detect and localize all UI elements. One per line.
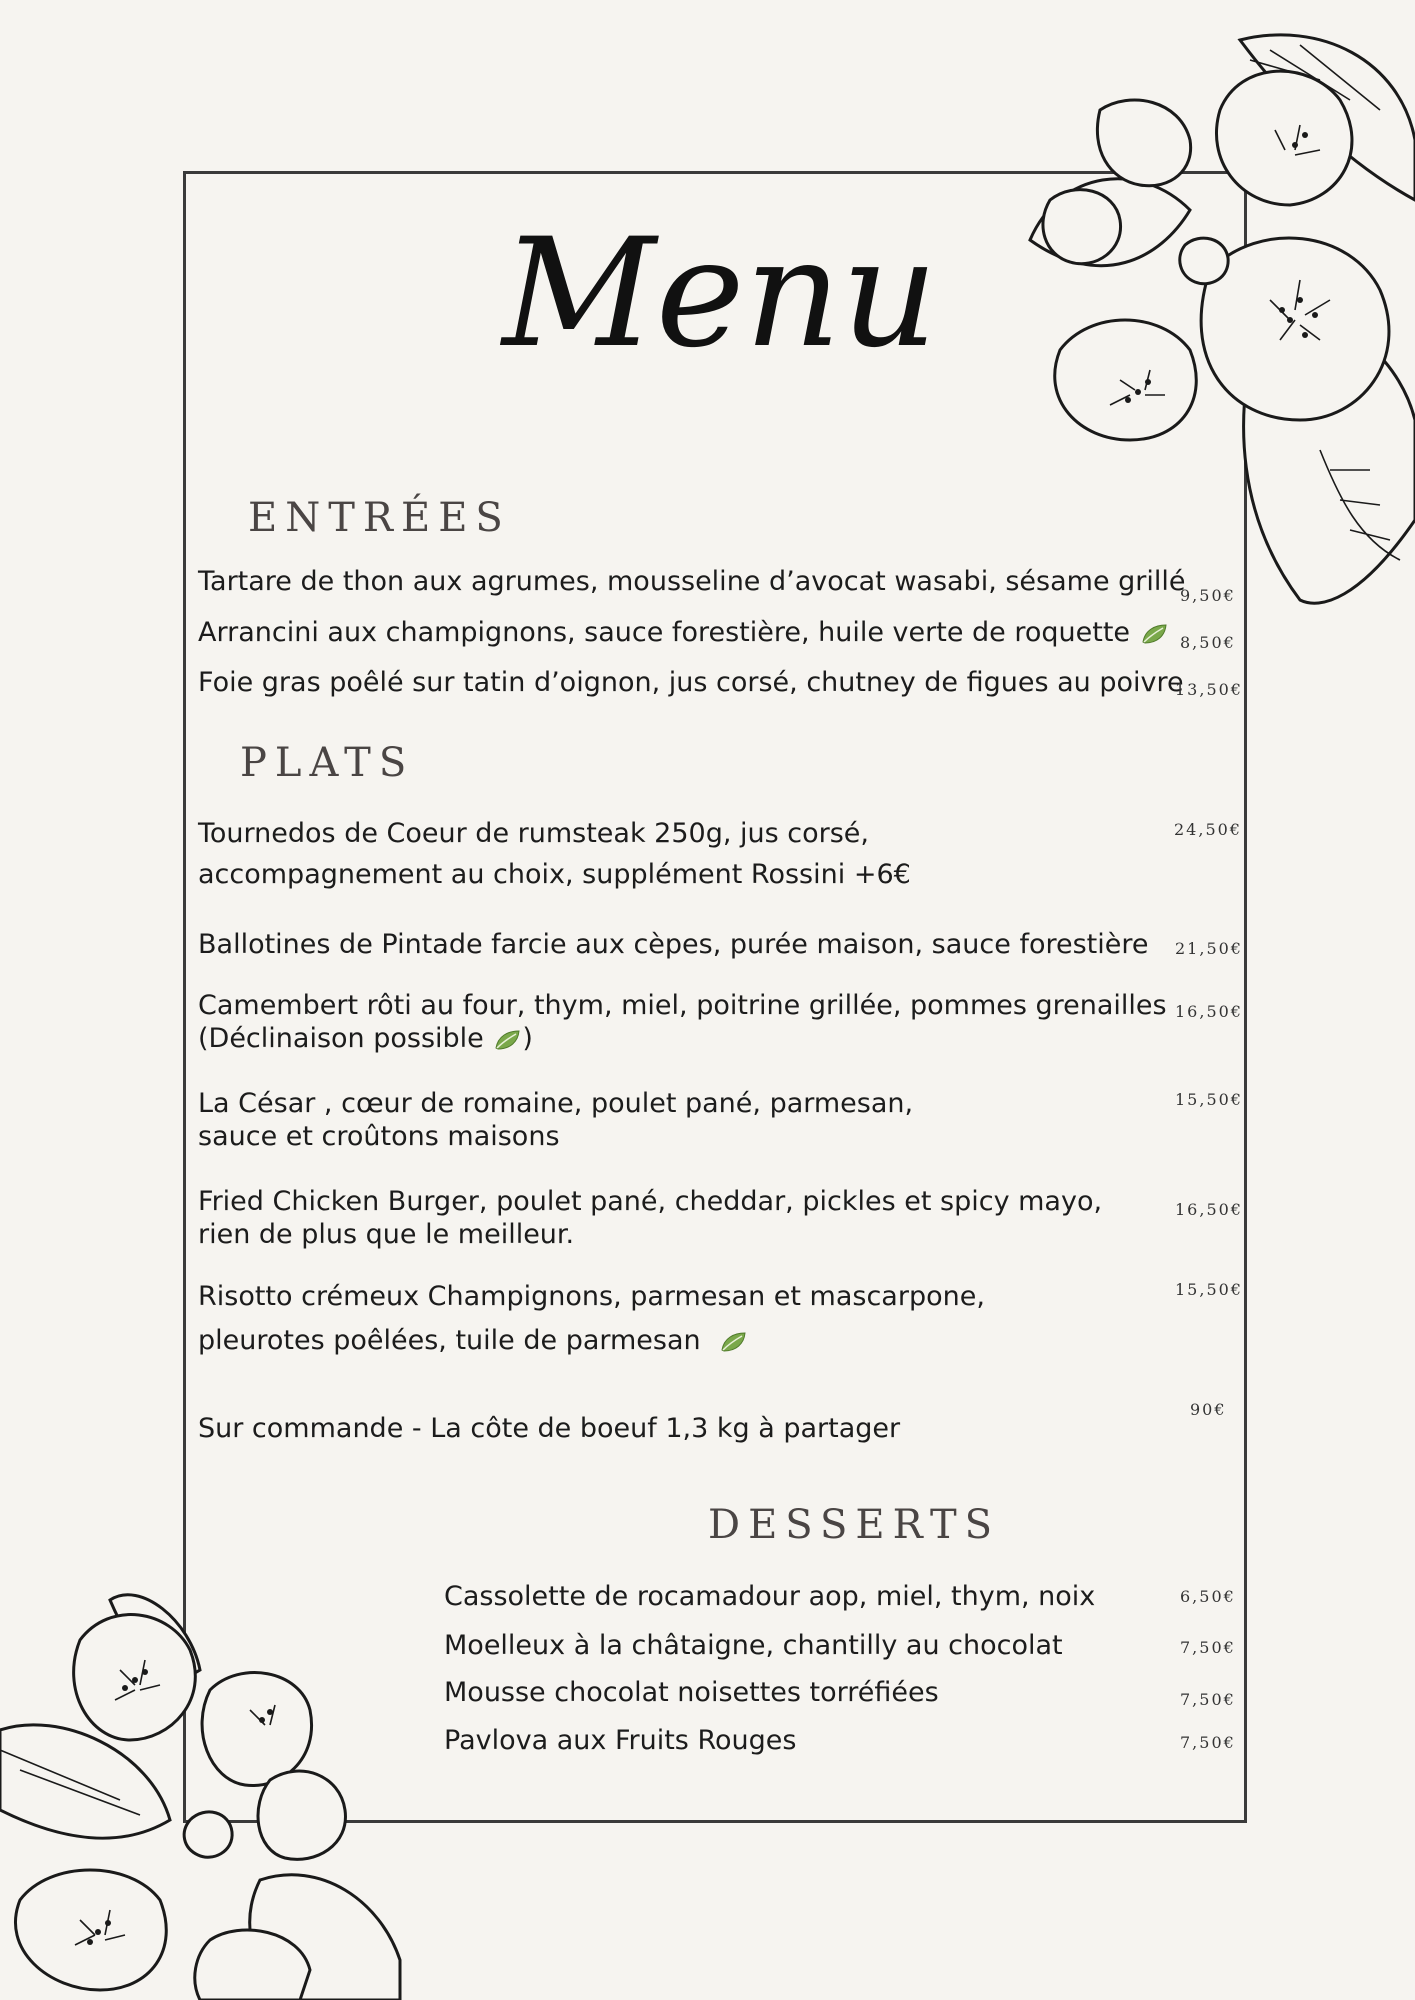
dessert-item bbox=[444, 1672, 939, 1713]
dessert-price: 7,50€ bbox=[1180, 1690, 1236, 1709]
plat-item bbox=[198, 989, 1167, 1055]
entree-item bbox=[198, 561, 1186, 602]
dessert-item-name: Mousse chocolat noisettes torréfiées bbox=[444, 1677, 939, 1708]
plat-item-line: accompagnement au choix, supplément Rossini +6€ bbox=[198, 859, 911, 890]
plat-price: 16,50€ bbox=[1175, 1200, 1243, 1219]
dessert-item bbox=[444, 1625, 1063, 1666]
dessert-price: 6,50€ bbox=[1180, 1587, 1236, 1606]
plat-item-line: Sur commande - La côte de boeuf 1,3 kg à partager bbox=[198, 1413, 901, 1444]
entree-item bbox=[198, 612, 1169, 653]
entree-item bbox=[198, 662, 1184, 703]
plat-price: 16,50€ bbox=[1175, 1002, 1243, 1021]
plat-item bbox=[198, 1408, 900, 1449]
leaf-icon bbox=[1139, 622, 1169, 646]
floral-decoration-top-right bbox=[1020, 0, 1415, 640]
entree-price: 9,50€ bbox=[1180, 586, 1236, 605]
plat-item bbox=[198, 924, 1148, 965]
entree-item-name: Tartare de thon aux agrumes, mousseline d’avocat wasabi, sésame grillé bbox=[198, 566, 1186, 597]
leaf-icon bbox=[492, 1028, 522, 1052]
plat-item-line: (Déclinaison possible ) bbox=[198, 1023, 533, 1054]
plat-item-line: La César , cœur de romaine, poulet pané, parmesan, bbox=[198, 1088, 914, 1119]
plat-item-line: Tournedos de Coeur de rumsteak 250g, jus corsé, bbox=[198, 818, 870, 849]
dessert-item bbox=[444, 1576, 1095, 1617]
plat-price: 90€ bbox=[1190, 1400, 1227, 1419]
menu-title-text: Menu bbox=[502, 207, 938, 381]
entree-item-name: Foie gras poêlé sur tatin d’oignon, jus corsé, chutney de figues au poivre bbox=[198, 667, 1184, 698]
plat-price: 24,50€ bbox=[1174, 820, 1242, 839]
plat-item bbox=[198, 813, 911, 895]
plat-item-line: Risotto crémeux Champignons, parmesan et mascarpone, bbox=[198, 1281, 985, 1312]
plat-item-line: pleurotes poêlées, tuile de parmesan bbox=[198, 1319, 985, 1363]
leaf-icon bbox=[718, 1330, 748, 1354]
plats-heading: PLATS bbox=[240, 740, 415, 786]
menu-title bbox=[470, 180, 970, 480]
entree-price: 8,50€ bbox=[1180, 633, 1236, 652]
plat-price: 15,50€ bbox=[1175, 1280, 1243, 1299]
entree-price: 13,50€ bbox=[1175, 680, 1243, 699]
dessert-item-name: Moelleux à la châtaigne, chantilly au chocolat bbox=[444, 1630, 1063, 1661]
dessert-price: 7,50€ bbox=[1180, 1638, 1236, 1657]
dessert-item-name: Pavlova aux Fruits Rouges bbox=[444, 1725, 797, 1756]
plat-price: 15,50€ bbox=[1175, 1090, 1243, 1109]
entree-item-name: Arrancini aux champignons, sauce forestière, huile verte de roquette bbox=[198, 617, 1131, 648]
entrees-heading: ENTRÉES bbox=[248, 495, 511, 541]
plat-item-line: Ballotines de Pintade farcie aux cèpes, purée maison, sauce forestière bbox=[198, 929, 1149, 960]
dessert-price: 7,50€ bbox=[1180, 1733, 1236, 1752]
plat-item bbox=[198, 1185, 1102, 1251]
dessert-item-name: Cassolette de rocamadour aop, miel, thym, noix bbox=[444, 1581, 1096, 1612]
plat-item-line: rien de plus que le meilleur. bbox=[198, 1219, 575, 1250]
plat-item-line: Camembert rôti au four, thym, miel, poitrine grillée, pommes grenailles bbox=[198, 990, 1167, 1021]
plat-item-line: sauce et croûtons maisons bbox=[198, 1121, 560, 1152]
dessert-item bbox=[444, 1720, 796, 1761]
plat-item bbox=[198, 1275, 985, 1363]
floral-decoration-bottom-left bbox=[0, 1580, 500, 2000]
plat-price: 21,50€ bbox=[1175, 939, 1243, 958]
desserts-heading: DESSERTS bbox=[708, 1502, 1001, 1548]
plat-item-line: Fried Chicken Burger, poulet pané, cheddar, pickles et spicy mayo, bbox=[198, 1186, 1103, 1217]
plat-item bbox=[198, 1087, 913, 1153]
